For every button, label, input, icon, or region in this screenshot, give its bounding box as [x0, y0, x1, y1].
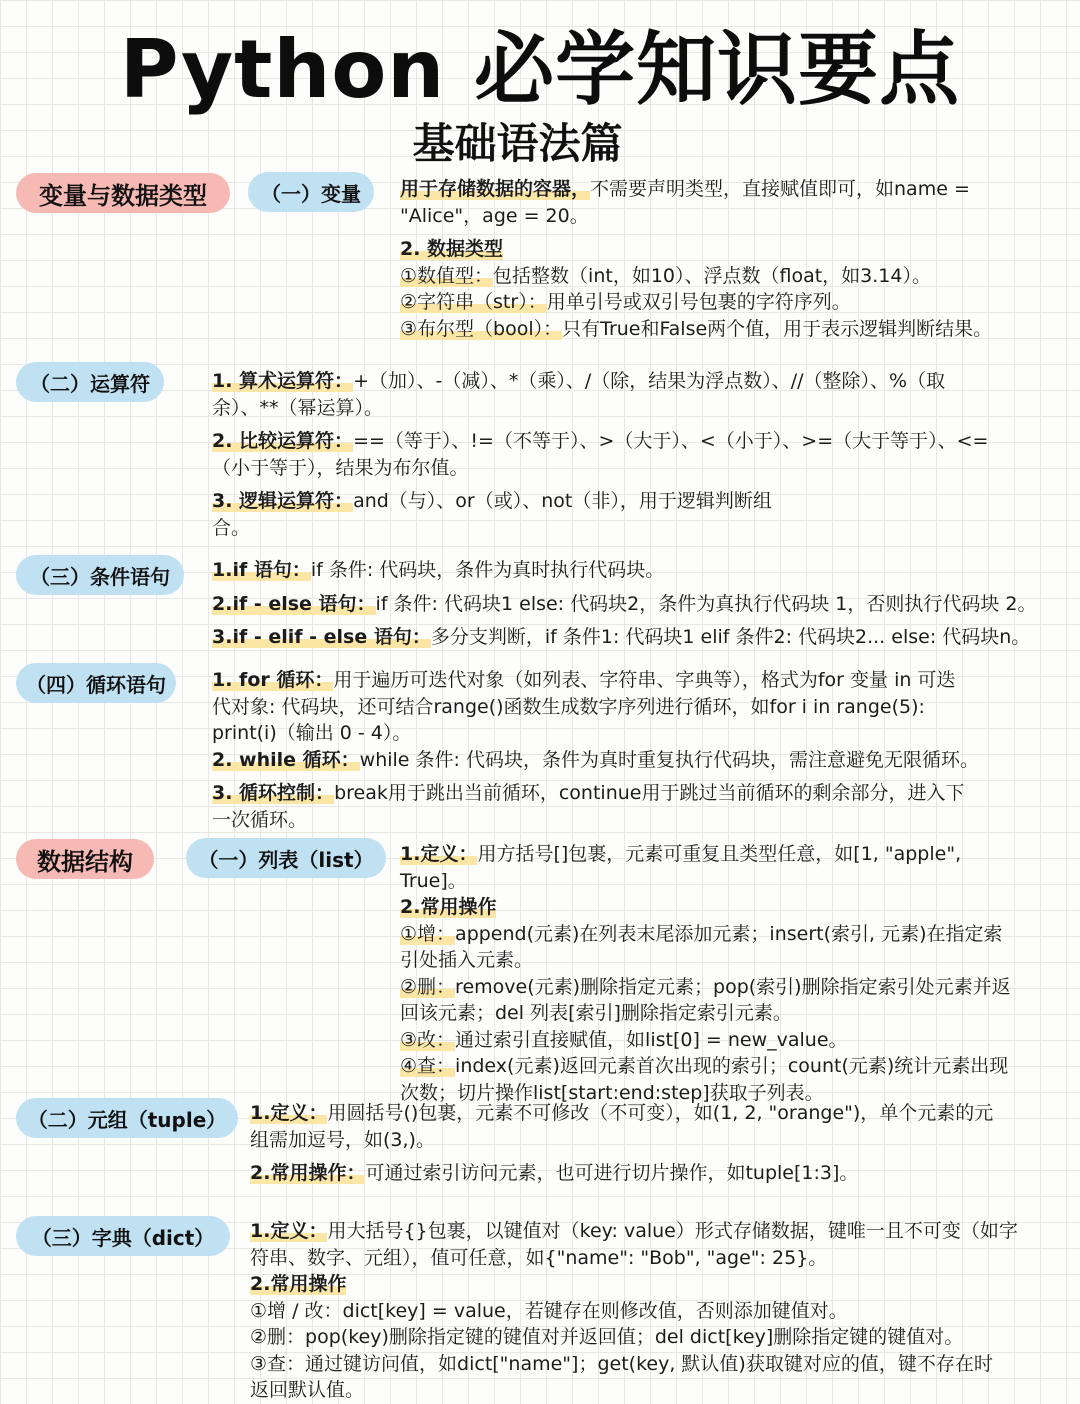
- loop-for-label: 1. for 循环：: [212, 669, 334, 691]
- var-definition-label: 用于存储数据的容器，: [400, 178, 591, 200]
- cond-ifelse-label: 2.if - else 语句：: [212, 592, 376, 615]
- dict-del-text: ②删：pop(key)删除指定键的键值对并返回值；del dict[key]删除指定键的键值对。: [250, 1326, 964, 1348]
- var-string-line: [400, 289, 1060, 316]
- ops-arith-text: +（加）、-（减）、*（乘）、/（除，结果为浮点数）、//（整除）、%（取: [353, 370, 946, 392]
- category-variables-datatypes: 变量与数据类型: [16, 173, 230, 213]
- pill-conditionals: （三）条件语句: [16, 555, 184, 595]
- list-query-label: ④查：: [400, 1055, 456, 1077]
- ops-arith-label: 1. 算术运算符：: [212, 370, 354, 392]
- loop-while-label: 2. while 循环：: [212, 748, 360, 771]
- pill-loops: （四）循环语句: [16, 663, 176, 703]
- section-loops: [212, 667, 1060, 833]
- ops-logic-text2: 合。: [212, 516, 251, 539]
- cond-if-label: 1.if 语句：: [212, 559, 311, 581]
- dict-def-text: 用大括号{}包裹，以键值对（key: value）形式存储数据，键唯一且不可变（如字: [327, 1220, 1018, 1242]
- dict-query-text2: 返回默认值。: [250, 1379, 365, 1401]
- ops-arith-text2: 余）、**（幂运算）。: [212, 396, 384, 419]
- loop-for-text3: print(i)（输出 0 - 4）。: [212, 722, 412, 744]
- pill-dict: （三）字典（dict）: [16, 1216, 230, 1256]
- var-numeric-label: ①数值型：: [400, 264, 494, 287]
- ops-compare-label: 2. 比较运算符：: [212, 430, 354, 452]
- list-query-text2: 次数；切片操作list[start:end:step]获取子列表。: [400, 1081, 824, 1104]
- var-bool-text: 只有True和False两个值，用于表示逻辑判断结果。: [562, 317, 993, 340]
- list-ops-heading: 2.常用操作: [400, 896, 497, 918]
- dict-add-text: ①增 / 改：dict[key] = value，若键存在则修改值，否则添加键值对。: [250, 1299, 848, 1322]
- ops-logic-label: 3. 逻辑运算符：: [212, 490, 354, 512]
- dict-def-label: 1.定义：: [250, 1220, 328, 1242]
- cond-elif-text: 多分支判断，if 条件1: 代码块1 elif 条件2: 代码块2... else: 代码块n。: [430, 626, 1031, 648]
- var-string-label: ②字符串（str）：: [400, 291, 547, 313]
- ops-compare-text2: （小于等于），结果为布尔值。: [212, 456, 469, 479]
- list-add-text: append(元素)在列表末尾添加元素；insert(索引, 元素)在指定索: [455, 922, 1003, 945]
- section-variables: [400, 176, 1060, 342]
- list-def-text: 用方括号[]包裹，元素可重复且类型任意，如[1, "apple",: [477, 843, 962, 865]
- cond-elif-label: 3.if - elif - else 语句：: [212, 626, 431, 648]
- ops-logic-text: and（与）、or（或）、not（非），用于逻辑判断组: [353, 490, 772, 512]
- page-subtitle: 基础语法篇: [412, 119, 623, 168]
- loop-while-text: while 条件: 代码块，条件为真时重复执行代码块，需注意避免无限循环。: [359, 748, 979, 771]
- list-add-label: ①增：: [400, 922, 456, 945]
- pill-list: （一）列表（list）: [186, 838, 386, 878]
- tuple-ops-label: 2.常用操作：: [250, 1162, 366, 1184]
- list-del-label: ②删：: [400, 975, 456, 998]
- dict-query-text: ③查：通过键访问值，如dict["name"]；get(key, 默认值)获取键对应的值，键不存在时: [250, 1352, 993, 1375]
- cond-if-text: if 条件: 代码块，条件为真时执行代码块。: [310, 559, 665, 581]
- var-definition-line: [400, 176, 1060, 203]
- list-def-label: 1.定义：: [400, 843, 478, 865]
- section-dict: [250, 1218, 1065, 1404]
- tuple-def-text: 用圆括号()包裹，元素不可修改（不可变），如(1, 2, "orange")，单个元素的元: [327, 1102, 994, 1124]
- list-query-text: index(元素)返回元素首次出现的索引；count(元素)统计元素出现: [455, 1055, 1009, 1077]
- list-mod-text: 通过索引直接赋值，如list[0] = new_value。: [455, 1028, 848, 1051]
- ops-compare-text: ==（等于）、!=（不等于）、>（大于）、<（小于）、>=（大于等于）、<=: [353, 430, 989, 452]
- loop-control-label: 3. 循环控制：: [212, 782, 335, 804]
- var-definition-text: 不需要声明类型，直接赋值即可，如name =: [590, 178, 970, 200]
- section-conditionals: [212, 557, 1060, 651]
- loop-for-text: 用于遍历可迭代对象（如列表、字符串、字典等），格式为for 变量 in 可迭: [333, 669, 956, 691]
- var-string-text: 用单引号或双引号包裹的字符序列。: [546, 291, 851, 313]
- var-definition-line2: "Alice"，age = 20。: [400, 204, 589, 227]
- section-tuple: [250, 1100, 1060, 1187]
- loop-control-text2: 一次循环。: [212, 808, 308, 831]
- var-numeric-text: 包括整数（int，如10）、浮点数（float，如3.14）。: [493, 264, 931, 287]
- dict-def-text2: 符串、数字、元组），值可任意，如{"name": "Bob", "age": 25}。: [250, 1246, 828, 1269]
- loop-control-text: break用于跳出当前循环，continue用于跳过当前循环的剩余部分，进入下: [334, 782, 965, 804]
- tuple-def-text2: 组需加逗号，如(3,)。: [250, 1128, 435, 1151]
- loop-for-text2: 代对象: 代码块，还可结合range()函数生成数字序列进行循环，如for i in range(5):: [212, 695, 925, 718]
- category-data-structures: 数据结构: [16, 839, 154, 879]
- pill-variables: （一）变量: [248, 172, 374, 212]
- pill-tuple: （二）元组（tuple）: [16, 1098, 238, 1138]
- list-del-text: remove(元素)删除指定元素；pop(索引)删除指定索引处元素并返: [455, 975, 1011, 998]
- var-numeric-line: [400, 263, 1060, 290]
- section-operators: [212, 368, 1060, 541]
- list-def-text2: True]。: [400, 869, 467, 892]
- page-title: Python 必学知识要点: [119, 23, 961, 116]
- var-bool-line: [400, 316, 1060, 343]
- var-bool-label: ③布尔型（bool）：: [400, 317, 563, 340]
- list-add-text2: 引处插入元素。: [400, 949, 534, 971]
- list-del-text2: 回该元素；del 列表[索引]删除指定索引元素。: [400, 1002, 792, 1024]
- tuple-ops-text: 可通过索引访问元素，也可进行切片操作，如tuple[1:3]。: [365, 1162, 859, 1184]
- dict-ops-heading: 2.常用操作: [250, 1273, 347, 1295]
- list-mod-label: ③改：: [400, 1028, 456, 1051]
- var-datatypes-heading: 2. 数据类型: [400, 238, 504, 260]
- tuple-def-label: 1.定义：: [250, 1102, 328, 1124]
- section-list: [400, 841, 1060, 1106]
- cond-ifelse-text: if 条件: 代码块1 else: 代码块2，条件为真执行代码块 1，否则执行代码块 2。: [375, 592, 1037, 615]
- pill-operators: （二）运算符: [16, 362, 164, 402]
